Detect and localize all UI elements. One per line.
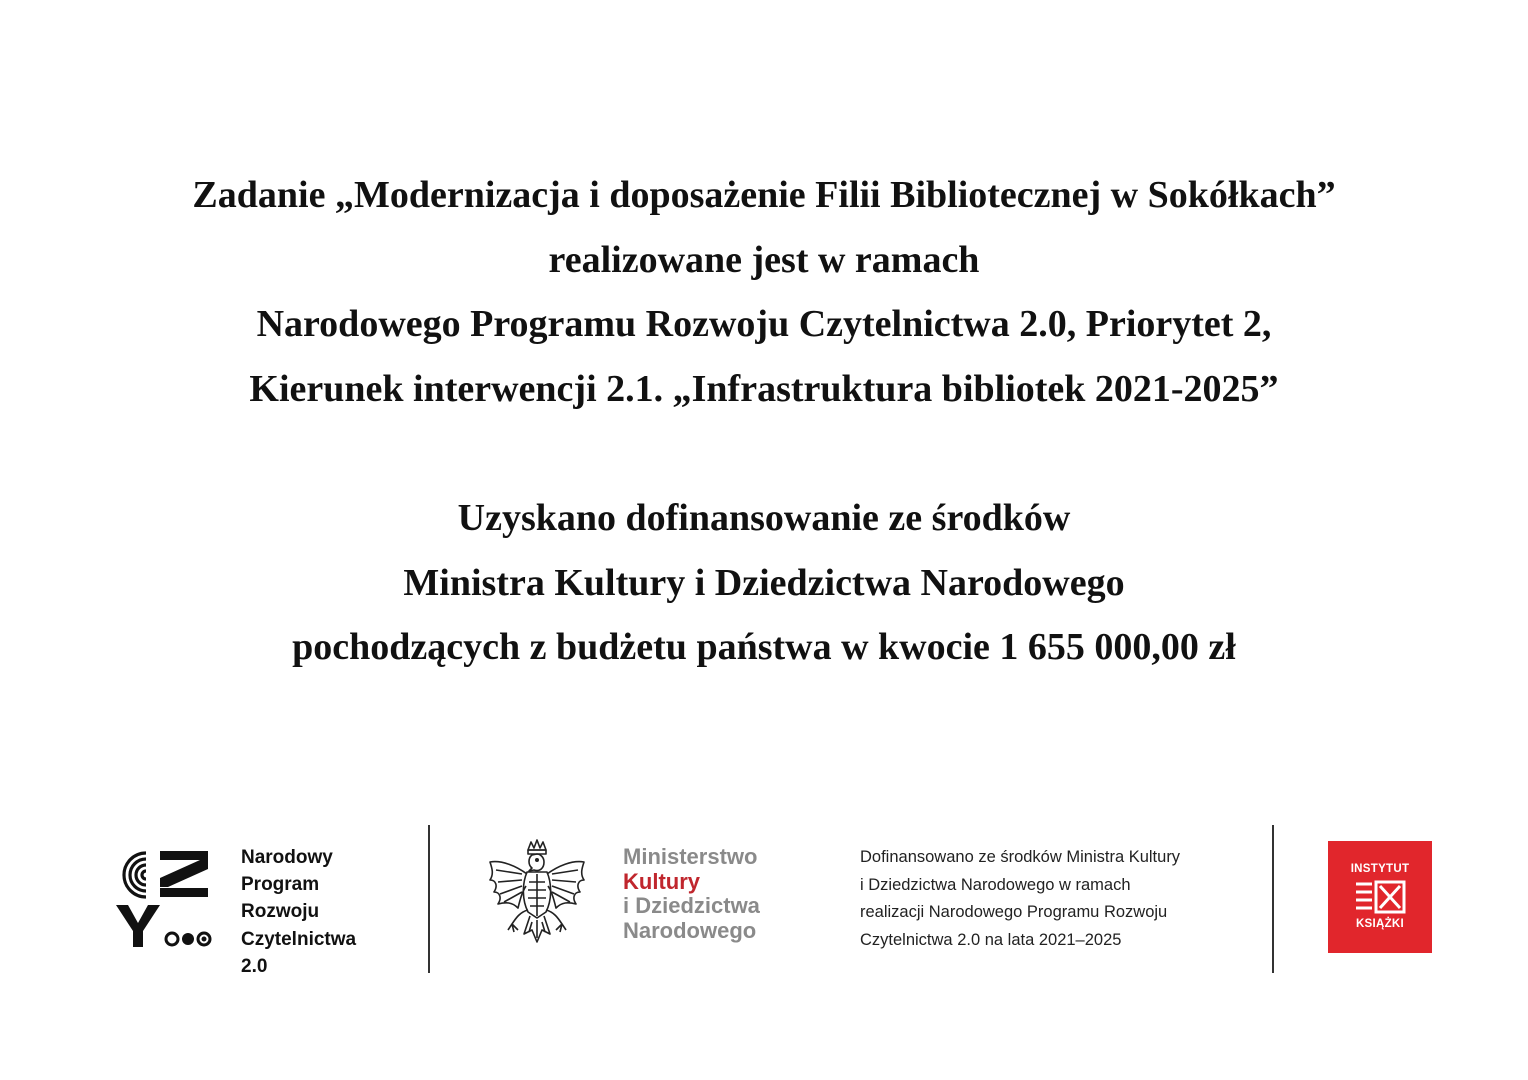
- heading-line: Kierunek interwencji 2.1. „Infrastruktura bibliotek 2021-2025”: [249, 367, 1279, 410]
- funding-note-line: i Dziedzictwa Narodowego w ramach: [860, 875, 1131, 894]
- polish-eagle-icon: [482, 838, 592, 954]
- nprcz-logo-text: [241, 844, 356, 980]
- ministry-line: Kultury: [623, 868, 700, 894]
- heading-line: Zadanie „Modernizacja i doposażenie Filii Bibliotecznej w Sokółkach”: [192, 174, 1336, 216]
- logo-divider: [428, 825, 430, 973]
- funding-statement: [0, 486, 1528, 680]
- funding-note-line: Czytelnictwa 2.0 na lata 2021–2025: [860, 930, 1122, 949]
- heading-line: Narodowego Programu Rozwoju Czytelnictwa 2.0, Priorytet 2,: [256, 303, 1272, 345]
- nprcz-line: Czytelnictwa: [241, 928, 357, 950]
- nprcz-line: 2.0: [241, 955, 268, 977]
- funding-note-line: realizacji Narodowego Programu Rozwoju: [860, 903, 1168, 921]
- ministry-line: Ministerstwo: [623, 844, 758, 869]
- ik-logo-bottom-text: KSIĄŻKI: [1355, 918, 1405, 930]
- nprcz-line: Rozwoju: [241, 901, 320, 923]
- ministry-logo-text: [623, 845, 760, 943]
- nprcz-logo-icon: [108, 845, 212, 949]
- funding-line: Ministra Kultury i Dziedzictwa Narodowego: [403, 561, 1125, 604]
- logo-divider: [1272, 825, 1274, 973]
- ministry-line: Narodowego: [623, 917, 757, 943]
- ik-logo-top-text: INSTYTUT: [1350, 863, 1410, 875]
- nprcz-line: Narodowy: [241, 847, 333, 868]
- funding-note-line: Dofinansowano ze środków Ministra Kultury: [860, 848, 1181, 866]
- funding-line: Uzyskano dofinansowanie ze środków: [457, 497, 1071, 539]
- nprcz-line: Program: [241, 874, 320, 896]
- ministry-line: i Dziedzictwa: [623, 893, 760, 918]
- heading-line: realizowane jest w ramach: [548, 238, 980, 281]
- logo-bar: [0, 820, 1528, 990]
- book-x-icon: [1352, 880, 1408, 914]
- funding-line: pochodzących z budżetu państwa w kwocie 1 655 000,00 zł: [292, 626, 1236, 668]
- task-heading: [0, 163, 1528, 421]
- funding-note: [860, 844, 1180, 954]
- instytut-ksiazki-logo: [1328, 841, 1432, 953]
